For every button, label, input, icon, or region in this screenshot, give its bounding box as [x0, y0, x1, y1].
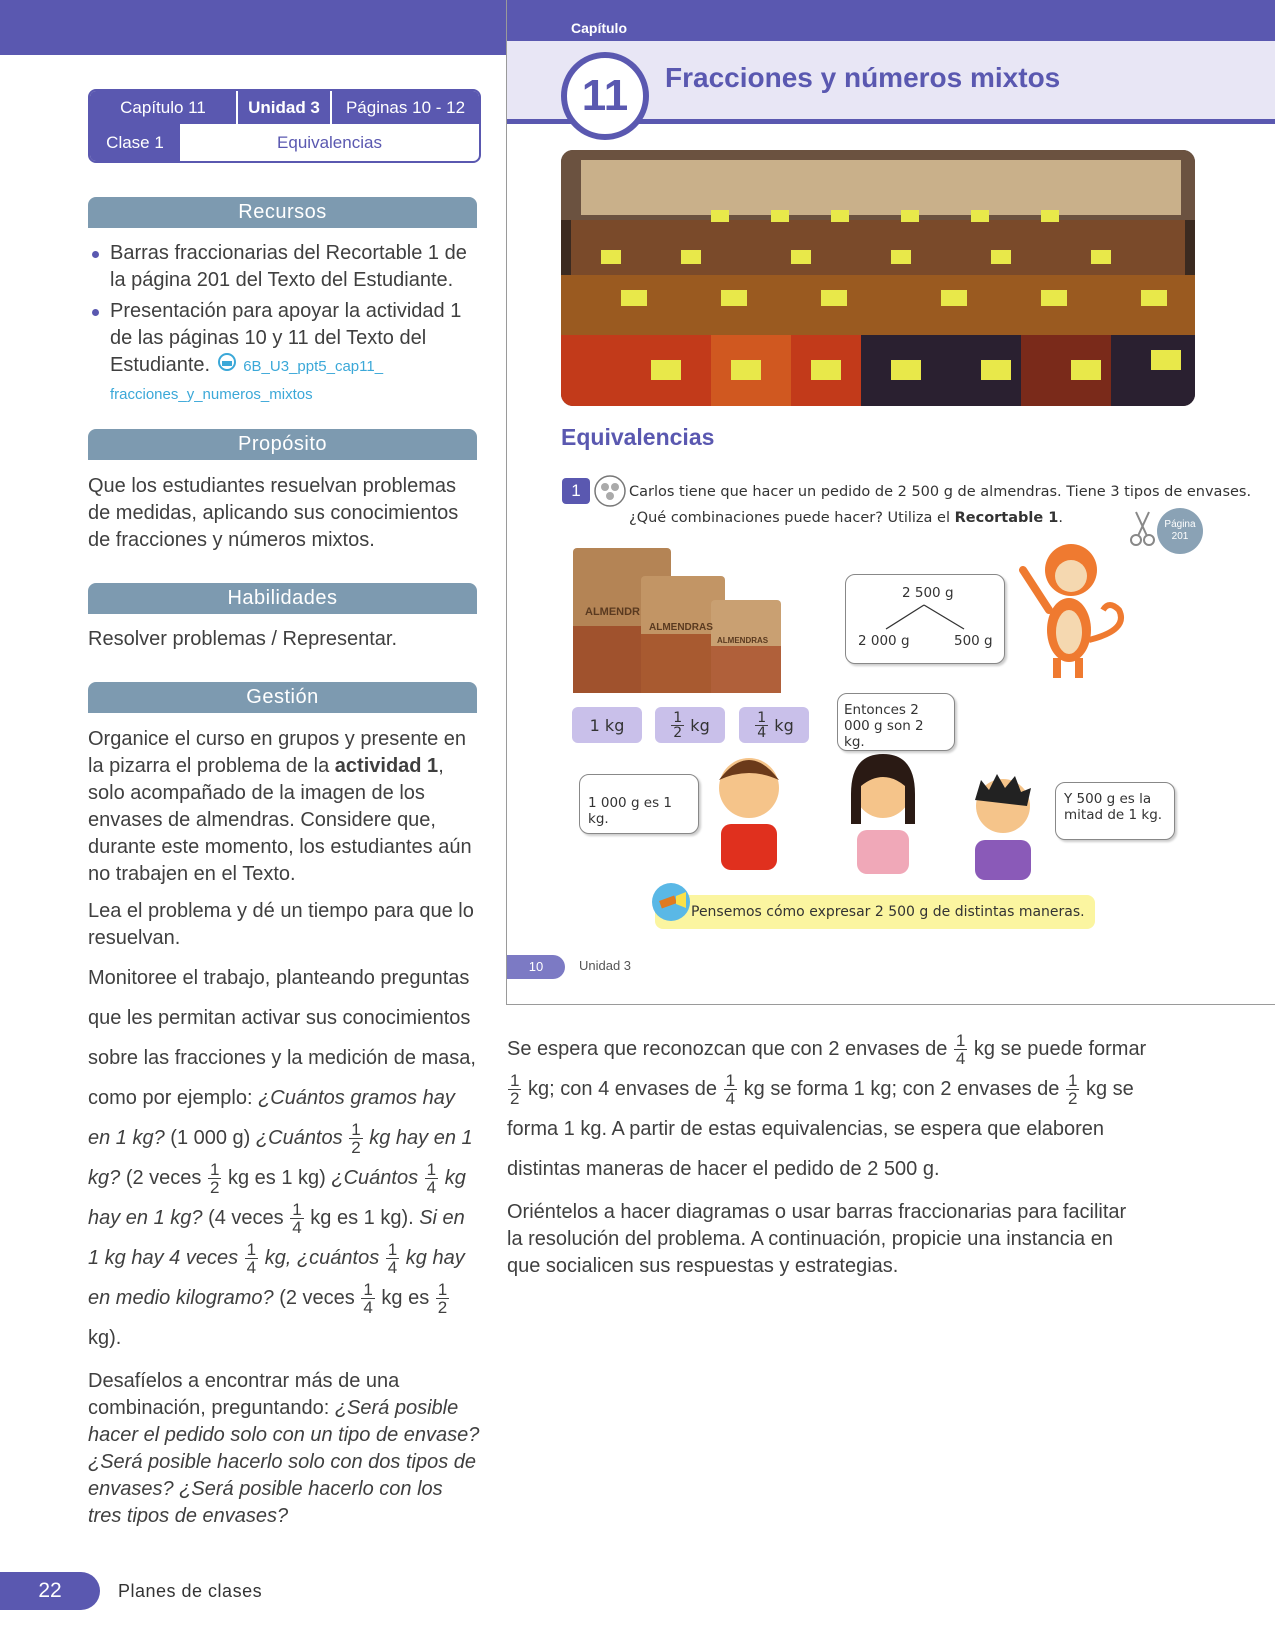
right-p2: Oriéntelos a hacer diagramas o usar barras fraccionarias para facilitar la resolución del problema. A continuación, propicie una instancia en que socialicen sus respuestas y estrategias.: [507, 1201, 1127, 1277]
recurso-item-text: Presentación para apoyar la actividad 1 de las páginas 10 y 11 del Texto del Estudiante.: [110, 300, 462, 376]
pill-quarter-kg: 1 4 kg: [739, 707, 809, 743]
folder-icon: [216, 354, 238, 376]
textbook-page: [506, 0, 1275, 1005]
book-page-number: 10: [507, 955, 565, 979]
bag-label-medium: ALMENDRAS: [649, 622, 713, 633]
gestion-p3: Monitoree el trabajo, planteando preguntas que les permitan activar sus conocimientos sobre las fracciones y la medición de masa, como por ejemplo: ¿Cuántos gramos hay en 1 kg? (1 000 g) ¿Cuántos $\frac{1}{2}$ kg hay en 1 kg? (2 veces $\frac{1}{2}$ kg es 1 kg) ¿Cuántos $\frac{1}{4}$ kg hay en 1 kg? (4 veces $\frac{1}{4}$ kg es 1 kg). Si en 1 kg hay 4 veces $\frac{1}{4}$ kg, ¿cuántos $\frac{1}{4}$ kg hay en medio kilogramo? (2 veces $\frac{1}{4}$ kg es $\frac{1}{2}$ kg).: [88, 967, 476, 1349]
pill-1kg: 1 kg: [572, 707, 642, 743]
recursos-heading: Recursos: [88, 197, 477, 228]
fraction-half: $\frac{1}{2}$: [351, 1120, 361, 1158]
fraction-quarter: $\frac{1}{4}$: [292, 1200, 302, 1238]
activity-number: 1: [562, 478, 590, 504]
book-page-unit: Unidad 3: [579, 958, 632, 973]
habilidades-paragraph: Resolver problemas / Representar.: [88, 628, 398, 650]
lesson-info-table: [88, 89, 481, 163]
question-line-2: ¿Qué combinaciones puede hacer? Utiliza el Recortable 1.: [629, 510, 1063, 526]
chapter-cell: Capítulo 11: [90, 91, 238, 124]
chapter-label: Capítulo: [571, 20, 627, 36]
gestion-p4: Desafíelos a encontrar más de una combinación, preguntando: ¿Será posible hacer el pedido solo con un tipo de envase? ¿Será posible hacerlo solo con dos tipos de envases? ¿Será posible hacerlo con los tres tipos de envases?: [88, 1370, 480, 1527]
gestion-heading: Gestión: [88, 682, 477, 713]
unit-cell: Unidad 3: [238, 91, 332, 124]
footer-label: Planes de clases: [118, 1581, 263, 1601]
bag-label-large: ALMENDR: [585, 606, 640, 618]
gestion-p1: Organice el curso en grupos y presente en la pizarra el problema de la actividad 1, solo acompañado de la imagen de los envases de almendras. Considere que, durante este momento, los estudiantes aún no trabajen en el Texto.: [88, 728, 472, 885]
boy1-speech-bubble: 1 000 g es 1 kg.: [579, 774, 699, 834]
bag-label-small: ALMENDRAS: [717, 636, 769, 645]
fraction-quarter: $\frac{1}{4}$: [387, 1240, 398, 1278]
fraction-quarter: $\frac{1}{4}$: [363, 1280, 373, 1318]
diagram-total: 2 500 g: [902, 585, 954, 601]
section-subtitle: Equivalencias: [561, 424, 715, 450]
fraction-quarter: $\frac{1}{4}$: [955, 1031, 966, 1069]
recurso-item: [110, 298, 480, 408]
pages-cell: Páginas 10 - 12: [345, 97, 466, 117]
fraction-quarter: $\frac{1}{4}$: [725, 1071, 736, 1109]
fraction-half: $\frac{1}{2}$: [510, 1071, 520, 1109]
diagram-part-left: 2 000 g: [858, 633, 910, 649]
presentation-link[interactable]: 6B_U3_ppt5_cap11_ fracciones_y_numeros_mixtos: [110, 358, 384, 403]
class-number-cell: Clase 1: [90, 124, 180, 161]
right-p1: Se espera que reconozcan que con 2 envases de $\frac{1}{4}$ kg se puede formar $\frac{1}{2}$ kg; con 4 envases de $\frac{1}{4}$ kg se forma 1 kg; con 2 envases de $\frac{1}{2}$ kg se forma 1 kg. A partir de estas equivalencias, se espera que elaboren distintas maneras de hacer el pedido de 2 500 g.: [507, 1031, 1147, 1180]
fraction-half: $\frac{1}{2}$: [209, 1160, 220, 1198]
girl-illustration: [843, 754, 923, 879]
gestion-p2: Lea el problema y dé un tiempo para que lo resuelvan.: [88, 900, 474, 949]
flashlight-icon: [651, 882, 691, 927]
boy2-illustration: [963, 770, 1043, 885]
habilidades-heading: Habilidades: [88, 583, 477, 614]
boy2-speech-bubble: Y 500 g es la mitad de 1 kg.: [1055, 782, 1175, 840]
seal-page: 201: [1171, 531, 1189, 542]
proposito-paragraph: Que los estudiantes resuelvan problemas de medidas, aplicando sus conocimientos de fracciones y números mixtos.: [88, 475, 459, 551]
diagram-bubble: [845, 574, 1005, 664]
top-color-bar: [0, 0, 510, 55]
seal-label: Página: [1164, 519, 1196, 530]
page-reference-seal: [1157, 508, 1203, 554]
chapter-number-badge: 11: [561, 52, 649, 140]
fraction-quarter: $\frac{1}{4}$: [426, 1160, 437, 1198]
fraction-half: $\frac{1}{2}$: [1067, 1071, 1078, 1109]
fraction-quarter: $\frac{1}{4}$: [246, 1240, 257, 1278]
proposito-text: [88, 473, 480, 564]
pill-half-kg: 1 2 kg: [655, 707, 725, 743]
diagram-part-right: 500 g: [954, 633, 993, 649]
hint-banner: Pensemos cómo expresar 2 500 g de distintas maneras.: [655, 895, 1095, 929]
fraction-half: $\frac{1}{2}$: [437, 1280, 448, 1318]
gestion-text: [88, 726, 480, 1540]
girl-speech-bubble: Entonces 2 000 g son 2 kg.: [837, 693, 955, 751]
group-work-icon: [593, 474, 627, 513]
chapter-title: Fracciones y números mixtos: [665, 62, 1061, 93]
almond-bags-illustration: [573, 548, 803, 703]
recursos-list: [88, 240, 480, 412]
boy1-illustration: [709, 750, 789, 875]
proposito-heading: Propósito: [88, 429, 477, 460]
recurso-item: Barras fraccionarias del Recortable 1 de la página 201 del Texto del Estudiante.: [110, 240, 480, 294]
footer-page-number: 22: [0, 1572, 100, 1610]
monkey-illustration: [1019, 540, 1139, 685]
right-column-text: [507, 1031, 1147, 1290]
question-line-1: Carlos tiene que hacer un pedido de 2 500 g de almendras. Tiene 3 tipos de envases.: [629, 484, 1252, 500]
habilidades-text: [88, 626, 480, 663]
market-photo: [561, 150, 1195, 406]
class-topic-cell: Equivalencias: [277, 132, 382, 152]
